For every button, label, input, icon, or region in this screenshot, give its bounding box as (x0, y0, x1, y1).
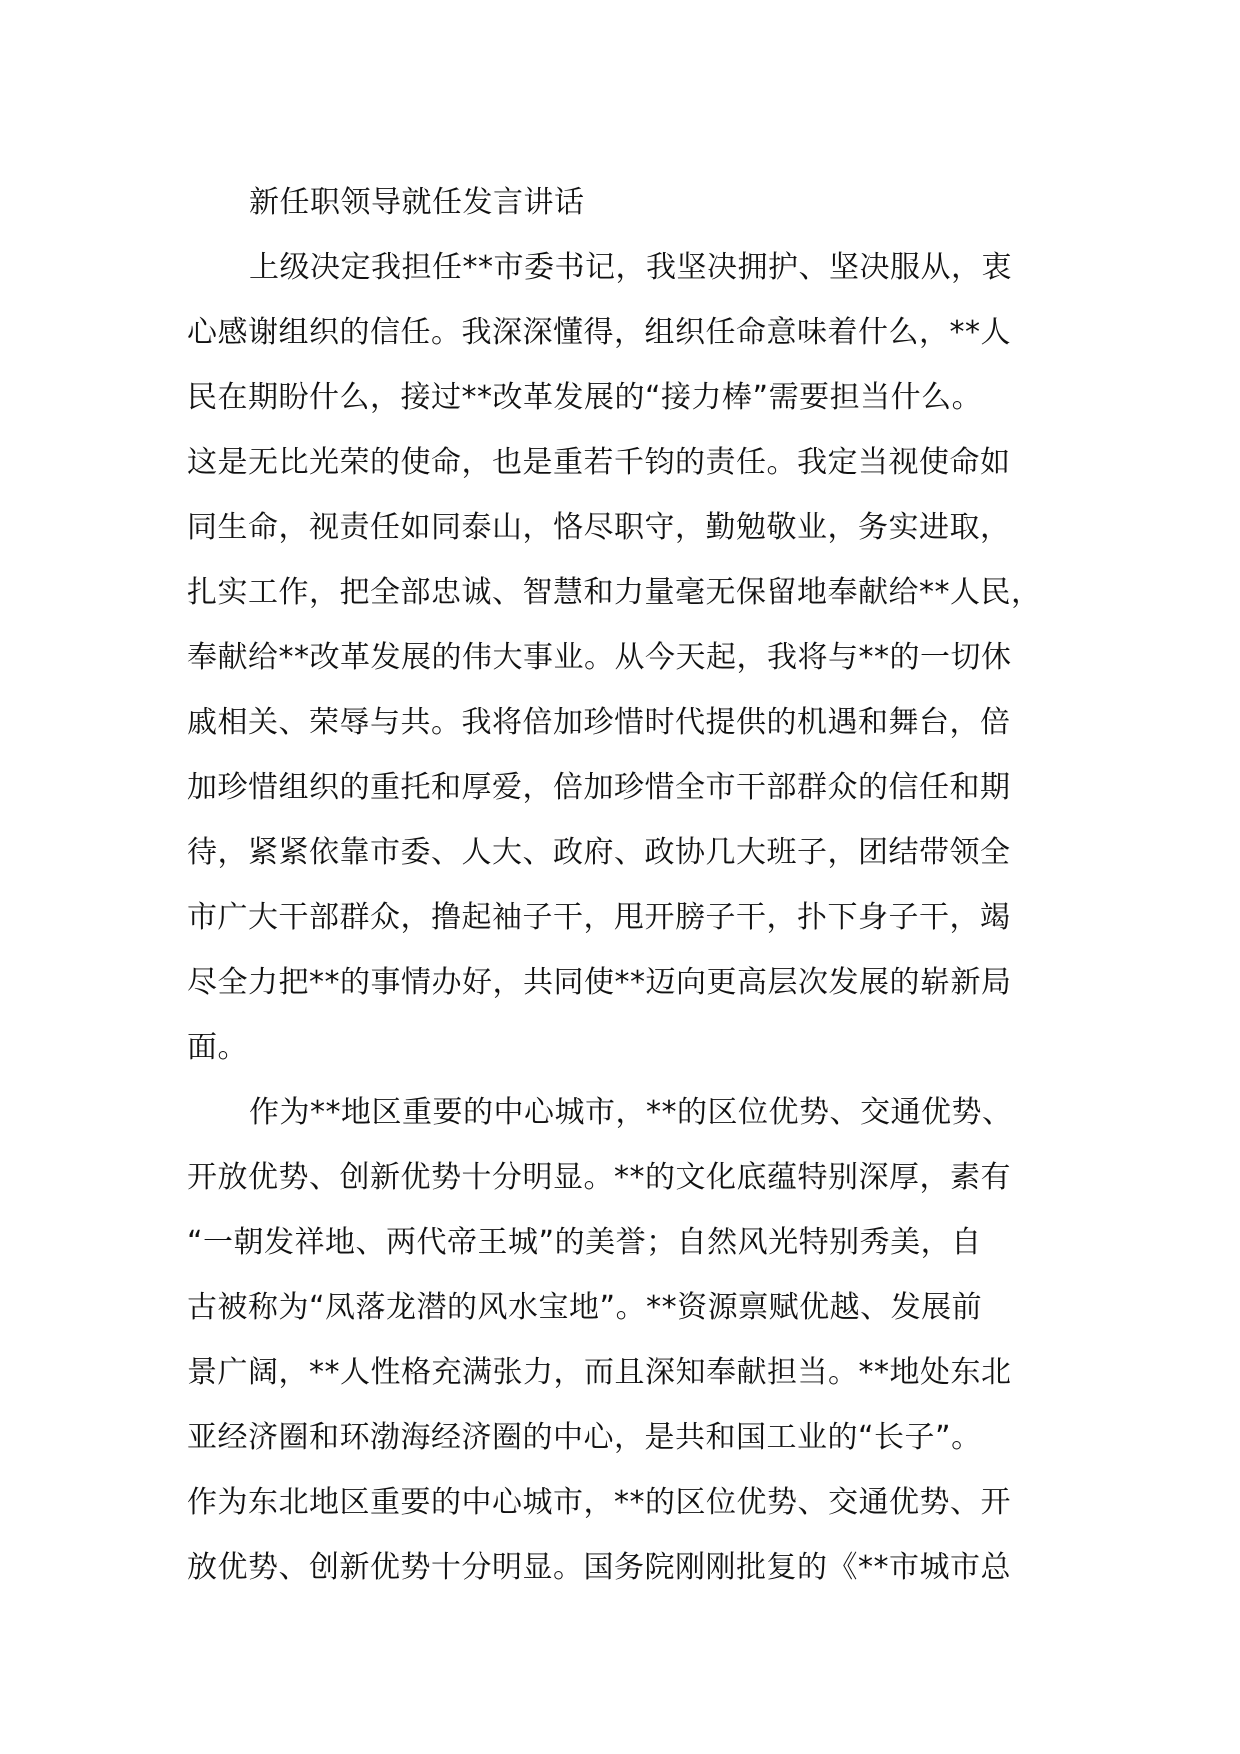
text-line: 亚经济圈和环渤海经济圈的中心，是共和国工业的“长子”。 (187, 1420, 982, 1455)
text-line: 放优势、创新优势十分明显。国务院刚刚批复的《**市城市总 (187, 1550, 1011, 1585)
text-line: 尽全力把**的事情办好，共同使**迈向更高层次发展的崭新局 (187, 965, 1012, 1000)
text-line: 开放优势、创新优势十分明显。**的文化底蕴特别深厚，素有 (187, 1160, 1011, 1195)
paragraph-1 (187, 235, 1067, 1080)
text-line: 古被称为“凤落龙潜的风水宝地”。**资源禀赋优越、发展前 (187, 1290, 983, 1325)
text-line: 扎实工作，把全部忠诚、智慧和力量毫无保留地奉献给**人民， (187, 575, 1042, 610)
text-line: 奉献给**改革发展的伟大事业。从今天起，我将与**的一切休 (187, 640, 1012, 675)
text-line: 作为东北地区重要的中心城市，**的区位优势、交通优势、开 (187, 1485, 1011, 1520)
document-body (187, 170, 1067, 1600)
text-line: 同生命，视责任如同泰山，恪尽职守，勤勉敬业，务实进取， (187, 510, 1011, 545)
text-line: 上级决定我担任**市委书记，我坚决拥护、坚决服从，衷 (249, 250, 1012, 285)
text-line: 民在期盼什么，接过**改革发展的“接力棒”需要担当什么。 (187, 380, 983, 415)
text-line: “一朝发祥地、两代帝王城”的美誉；自然风光特别秀美，自 (187, 1225, 982, 1260)
text-line: 作为**地区重要的中心城市，**的区位优势、交通优势、 (249, 1095, 1013, 1130)
text-line: 面。 (187, 1030, 248, 1065)
text-line: 景广阔，**人性格充满张力，而且深知奉献担当。**地处东北 (187, 1355, 1012, 1390)
text-line: 待，紧紧依靠市委、人大、政府、政协几大班子，团结带领全 (187, 835, 1011, 870)
text-line: 市广大干部群众，撸起袖子干，甩开膀子干，扑下身子干，竭 (187, 900, 1011, 935)
text-line: 戚相关、荣辱与共。我将倍加珍惜时代提供的机遇和舞台，倍 (187, 705, 1011, 740)
text-line: 这是无比光荣的使命，也是重若千钧的责任。我定当视使命如 (187, 445, 1011, 480)
paragraph-2 (187, 1080, 1067, 1600)
text-line: 心感谢组织的信任。我深深懂得，组织任命意味着什么，**人 (187, 315, 1011, 350)
document-title: 新任职领导就任发言讲话 (249, 185, 585, 220)
text-line: 加珍惜组织的重托和厚爱，倍加珍惜全市干部群众的信任和期 (187, 770, 1011, 805)
